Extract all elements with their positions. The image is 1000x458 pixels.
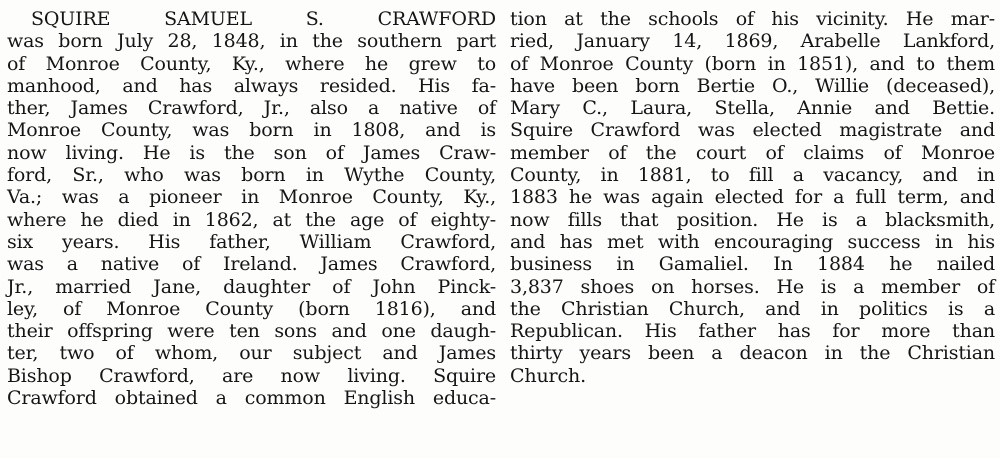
right-text-column: [510, 8, 995, 387]
text-line: have been born Bertie O., Willie (deceased),: [510, 74, 995, 97]
text-line: manhood, and has always resided. His fa-: [7, 74, 496, 97]
text-line: Crawford obtained a common English educa-: [7, 387, 496, 410]
text-line: ther, James Crawford, Jr., also a native of: [7, 97, 496, 120]
text-line: was born July 28, 1848, in the southern part: [7, 30, 496, 53]
text-line: their offspring were ten sons and one daugh-: [7, 320, 496, 343]
text-line: 1883 he was again elected for a full term, and: [510, 186, 995, 209]
text-line: of Monroe County (born in 1851), and to them: [510, 52, 995, 75]
text-line: 3,837 shoes on horses. He is a member of: [510, 275, 995, 298]
text-line: tion at the schools of his vicinity. He mar-: [510, 8, 995, 30]
text-line: now living. He is the son of James Craw-: [7, 141, 496, 164]
text-line: now fills that position. He is a blacksmith,: [510, 208, 995, 231]
text-line: ter, two of whom, our subject and James: [7, 342, 496, 365]
text-line: the Christian Church, and in politics is a: [510, 297, 995, 320]
text-line: six years. His father, William Crawford,: [7, 230, 496, 253]
text-line: where he died in 1862, at the age of eighty-: [7, 208, 496, 231]
text-line: Bishop Crawford, are now living. Squire: [7, 364, 496, 387]
text-line: Mary C., Laura, Stella, Annie and Bettie.: [510, 97, 995, 120]
text-line: Church.: [510, 364, 586, 387]
text-line: Squire Crawford was elected magistrate and: [510, 119, 995, 142]
text-line: business in Gamaliel. In 1884 he nailed: [510, 253, 995, 276]
text-line: ley, of Monroe County (born 1816), and: [7, 297, 496, 320]
heading-line: SQUIRE SAMUEL S. CRAWFORD: [31, 8, 496, 30]
text-line: ford, Sr., who was born in Wythe County,: [7, 164, 496, 187]
text-line: was a native of Ireland. James Crawford,: [7, 253, 496, 276]
text-line: member of the court of claims of Monroe: [510, 141, 995, 164]
text-line: Monroe County, was born in 1808, and is: [7, 119, 496, 142]
left-text-column: [7, 8, 496, 409]
text-line: ried, January 14, 1869, Arabelle Lankford,: [510, 30, 995, 53]
text-line: Va.; was a pioneer in Monroe County, Ky.,: [7, 186, 496, 209]
text-line: thirty years been a deacon in the Christian: [510, 342, 995, 365]
text-line: County, in 1881, to fill a vacancy, and in: [510, 164, 995, 187]
text-line: of Monroe County, Ky., where he grew to: [7, 52, 496, 75]
text-line: Jr., married Jane, daughter of John Pinck-: [7, 275, 496, 298]
text-line: Republican. His father has for more than: [510, 320, 995, 343]
text-line: and has met with encouraging success in his: [510, 230, 995, 253]
